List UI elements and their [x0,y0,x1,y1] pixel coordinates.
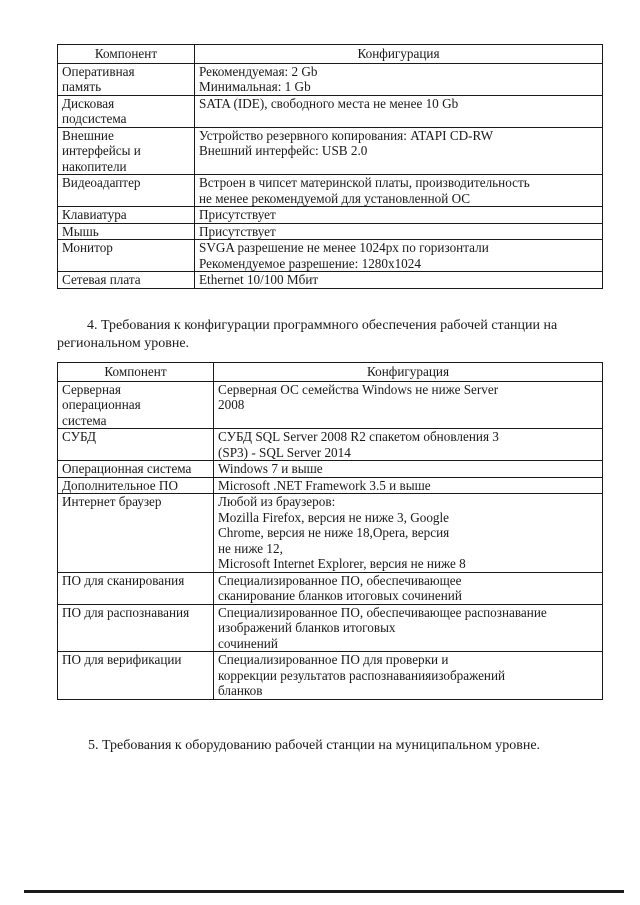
cell-text-line: память [62,79,102,94]
header-configuration: Конфигурация [195,45,603,64]
component-cell [58,207,195,224]
cell-text-line: Встроен в чипсет материнской платы, производительность [199,175,530,190]
table-row [58,207,603,224]
configuration-cell [214,461,603,478]
cell-text-line: Microsoft .NET Framework 3.5 и выше [218,477,431,493]
cell-text-line: Chrome, версия не ниже 18,Opera, версия [218,525,450,540]
cell-text-line: Специализированное ПО, обеспечивающее распознавание [218,604,547,620]
cell-text-line: изображений бланков итоговых [218,620,396,635]
table-row [58,272,603,289]
configuration-cell [214,429,603,461]
table-row [58,127,603,175]
cell-text-line: ПО для распознавания [62,604,190,620]
configuration-cell [195,223,603,240]
configuration-cell [214,381,603,429]
component-cell [58,604,214,652]
cell-text-line: Серверная ОС семейства Windows не ниже Server [218,381,499,397]
cell-text-line: (SP3) - SQL Server 2014 [218,444,351,460]
cell-text-line: Внешние [62,127,114,143]
cell-text-line: Минимальная: 1 Gb [199,79,311,94]
component-cell [58,461,214,478]
configuration-cell [195,175,603,207]
cell-text-line: подсистема [62,111,127,126]
component-cell [58,381,214,429]
table-row [58,240,603,272]
cell-text-line: Рекомендуемое разрешение: 1280x1024 [199,255,421,271]
configuration-cell [214,604,603,652]
header-configuration: Конфигурация [214,363,603,382]
table-header-row [58,363,603,382]
table-row [58,494,603,573]
cell-text-line: сочинений [218,635,278,651]
cell-text-line: Оперативная [62,63,135,79]
cell-text-line: Операционная система [62,461,192,476]
cell-text-line: Специализированное ПО для проверки и [218,652,449,667]
cell-text-line: Клавиатура [62,207,127,222]
component-cell [58,272,195,289]
header-component: Компонент [58,363,214,382]
configuration-cell [195,240,603,272]
section-5-paragraph: 5. Требования к оборудованию рабочей станции на муниципальном уровне. [88,738,541,753]
cell-text-line: система [62,412,107,428]
component-cell [58,572,214,604]
cell-text-line: Дисковая [62,95,115,111]
cell-text-line: Специализированное ПО, обеспечивающее [218,572,462,588]
cell-text-line: SVGA разрешение не менее 1024px по горизонтали [199,240,489,255]
table-row [58,429,603,461]
component-cell [58,429,214,461]
section-4-paragraph: 4. Требования к конфигурации программного обеспечения рабочей станции на региональном уровне. [57,318,558,351]
table-row [58,381,603,429]
component-cell [58,494,214,573]
cell-text-line: Мышь [62,223,99,239]
page-bottom-rule [24,890,624,893]
cell-text-line: Любой из браузеров: [218,494,336,509]
configuration-cell [214,652,603,700]
cell-text-line: Дополнительное ПО [62,477,178,493]
table-row [58,652,603,700]
component-cell [58,652,214,700]
cell-text-line: 2008 [218,397,245,412]
cell-text-line: коррекции результатов распознаванияизображений [218,667,506,683]
table-header-row [58,45,603,64]
table-row [58,477,603,494]
configuration-cell [214,572,603,604]
table-row [58,604,603,652]
table-row [58,63,603,95]
component-cell [58,175,195,207]
cell-text-line: Серверная [62,381,121,397]
cell-text-line: Ethernet 10/100 Мбит [199,272,319,287]
cell-text-line: ПО для сканирования [62,572,185,588]
cell-text-line: ПО для верификации [62,652,182,667]
cell-text-line: Видеоадаптер [62,175,141,190]
cell-text-line: сканирование бланков итоговых сочинений [218,588,462,603]
software-requirements-table [57,362,603,700]
configuration-cell [195,207,603,224]
cell-text-line: Присутствует [199,223,276,239]
component-cell [58,240,195,272]
cell-text-line: Windows 7 и выше [218,461,323,476]
cell-text-line: Microsoft Internet Explorer, версия не ниже 8 [218,556,466,571]
table-row [58,175,603,207]
cell-text-line: накопители [62,158,127,174]
configuration-cell [195,127,603,175]
component-cell [58,223,195,240]
component-cell [58,95,195,127]
cell-text-line: Монитор [62,240,113,255]
table-row [58,95,603,127]
table-row [58,572,603,604]
cell-text-line: Интернет браузер [62,494,162,509]
cell-text-line: СУБД SQL Server 2008 R2 спакетом обновления 3 [218,429,499,444]
configuration-cell [195,95,603,127]
cell-text-line: Сетевая плата [62,272,141,287]
cell-text-line: Рекомендуемая: 2 Gb [199,63,318,79]
configuration-cell [195,272,603,289]
configuration-cell [195,63,603,95]
cell-text-line: Присутствует [199,207,276,222]
cell-text-line: операционная [62,397,141,412]
cell-text-line: Устройство резервного копирования: ATAPI CD-RW [199,127,494,143]
cell-text-line: интерфейсы и [62,143,141,158]
component-cell [58,63,195,95]
cell-text-line: Mozilla Firefox, версия не ниже 3, Google [218,509,450,525]
cell-text-line: СУБД [62,429,97,444]
hardware-requirements-table [57,44,603,289]
cell-text-line: Внешний интерфейс: USB 2.0 [199,143,368,158]
cell-text-line: не менее рекомендуемой для установленной ОС [199,190,471,206]
cell-text-line: не ниже 12, [218,540,283,556]
cell-text-line: бланков [218,683,263,698]
component-cell [58,477,214,494]
table-row [58,461,603,478]
component-cell [58,127,195,175]
configuration-cell [214,494,603,573]
cell-text-line: SATA (IDE), свободного места не менее 10 Gb [199,95,459,111]
configuration-cell [214,477,603,494]
header-component: Компонент [58,45,195,64]
table-row [58,223,603,240]
